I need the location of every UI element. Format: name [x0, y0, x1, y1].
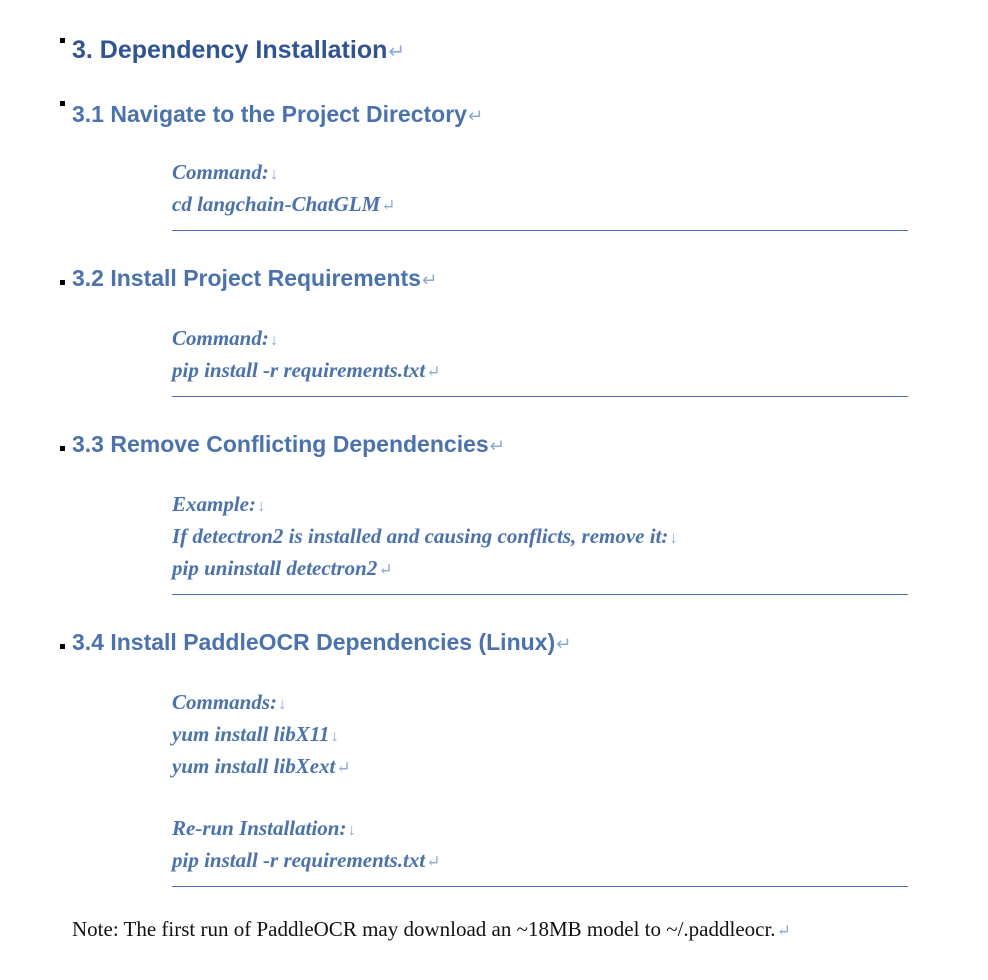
code-text: yum install libX11: [172, 722, 330, 746]
code-line: [172, 520, 908, 552]
section-divider: [172, 230, 908, 231]
section-title: 3.3 Remove Conflicting Dependencies: [72, 431, 489, 457]
code-text: pip uninstall detectron2: [172, 556, 378, 580]
code-line: [172, 552, 908, 584]
section-heading: [72, 629, 572, 656]
line-break-mark: ↓: [669, 528, 678, 547]
code-text: cd langchain-ChatGLM: [172, 192, 381, 216]
code-label: Command:: [172, 160, 269, 184]
footnote: [72, 917, 791, 942]
paragraph-mark: ↵: [776, 921, 791, 940]
code-line: [172, 686, 908, 718]
code-line: [172, 322, 908, 354]
section-bullet: [60, 644, 65, 649]
code-line: [172, 812, 908, 844]
code-line: [172, 844, 908, 876]
code-line: [172, 488, 908, 520]
line-break-mark: ↓: [347, 820, 356, 839]
line-break-mark: ↓: [278, 694, 287, 713]
code-block: [172, 322, 908, 386]
line-break-mark: ↓: [257, 496, 266, 515]
main-heading-text: 3. Dependency Installation: [72, 36, 388, 64]
code-line: [172, 156, 908, 188]
code-line: [172, 718, 908, 750]
code-label: Example:: [172, 492, 256, 516]
paragraph-mark: ↵: [381, 196, 396, 215]
paragraph-mark: ↵: [388, 41, 406, 63]
section-heading: [72, 431, 505, 458]
code-line: [172, 354, 908, 386]
code-line: [172, 188, 908, 220]
paragraph-mark: ↵: [378, 560, 393, 579]
paragraph-mark: ↵: [336, 758, 351, 777]
code-label: Re-run Installation:: [172, 816, 347, 840]
section-bullet: [60, 101, 65, 106]
code-block: [172, 156, 908, 220]
code-line: [172, 750, 908, 782]
line-break-mark: ↓: [330, 726, 339, 745]
paragraph-mark: ↵: [426, 852, 441, 871]
code-text: If detectron2 is installed and causing conflicts, remove it:: [172, 524, 669, 548]
paragraph-mark: ↵: [489, 435, 506, 456]
line-break-mark: ↓: [269, 164, 279, 183]
section-title: 3.4 Install PaddleOCR Dependencies (Linux): [72, 629, 556, 655]
main-heading: [72, 36, 405, 65]
code-text: yum install libXext: [172, 754, 336, 778]
section-divider: [172, 594, 908, 595]
code-block: [172, 686, 908, 876]
paragraph-mark: ↵: [467, 105, 484, 126]
code-block: [172, 488, 908, 584]
section-divider: [172, 396, 908, 397]
code-label: Commands:: [172, 690, 278, 714]
code-text: pip install -r requirements.txt: [172, 848, 426, 872]
code-text: pip install -r requirements.txt: [172, 358, 426, 382]
section-title: 3.1 Navigate to the Project Directory: [72, 101, 467, 127]
section-heading: [72, 101, 483, 128]
section-title: 3.2 Install Project Requirements: [72, 265, 421, 291]
note-text: Note: The first run of PaddleOCR may download an ~18MB model to ~/.paddleocr.: [72, 917, 776, 941]
section-bullet: [60, 280, 65, 285]
heading-bullet: [60, 38, 65, 43]
section-divider: [172, 886, 908, 887]
blank-line: [172, 782, 908, 812]
section-bullet: [60, 446, 65, 451]
code-label: Command:: [172, 326, 269, 350]
paragraph-mark: ↵: [426, 362, 441, 381]
paragraph-mark: ↵: [421, 269, 438, 290]
line-break-mark: ↓: [269, 330, 279, 349]
paragraph-mark: ↵: [556, 633, 572, 654]
section-heading: [72, 265, 437, 292]
